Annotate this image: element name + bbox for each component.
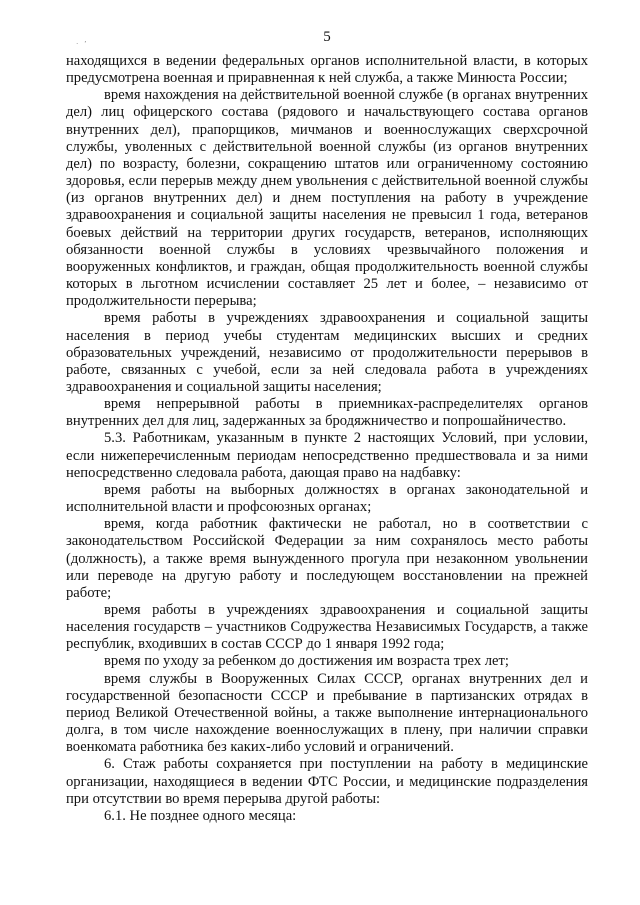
paragraph: время работы в учреждениях здравоохранения и социальной защиты населения в период учебы студентам медицинских высших и средних образовательных учреждений, независимо от продолжительности перерывов в работе, связанных с учебой, если за ней следовала работа в учреждениях здравоохранения и социальной защиты населения; bbox=[66, 310, 588, 395]
paragraph: время, когда работник фактически не работал, но в соответствии с законодательством Российской Федерации за ним сохранялось место работы (должность), а также время вынужденного прогула при незаконном увольнении или переводе на другую работу и последующем восстановлении на прежней работе; bbox=[66, 516, 588, 601]
paragraph: время по уходу за ребенком до достижения им возраста трех лет; bbox=[104, 653, 509, 670]
scan-mark: · ’ bbox=[76, 40, 89, 48]
paragraph: время работы в учреждениях здравоохранения и социальной защиты населения государств – участников Содружества Независимых Государств, а также республик, входивших в состав СССР до 1 января 1992 года; bbox=[66, 602, 588, 653]
paragraph: время нахождения на действительной военной службе (в органах внутренних дел) лиц офицерского состава (рядового и начальствующего состава органов внутренних дел), прапорщиков, мичманов и военнослужащих сверхсрочной службы, уволенных с действительной военной службы (из органов внутренних дел) по возрасту, болезни, сокращению штатов или ограниченному состоянию здоровья, если перерыв между днем увольнения с действительной военной службы (из органов внутренних дел) и днем поступления на работу в учреждение здравоохранения и социальной защиты населения не превысил 1 года, ветеранов боевых действий на территории других государств, ветеранов, исполняющих обязанности военной службы в условиях чрезвычайного положения и вооруженных конфликтов, и граждан, общая продолжительность военной службы которых в льготном исчислении составляет 25 лет и более, – независимо от продолжительности перерыва; bbox=[66, 87, 588, 310]
paragraph: 5.3. Работникам, указанным в пункте 2 настоящих Условий, при условии, если нижеперечисленным периодам непосредственно предшествовала и за ними непосредственно следовала работа, дающая право на надбавку: bbox=[66, 430, 588, 481]
paragraph: время службы в Вооруженных Силах СССР, органах внутренних дел и государственной безопасности СССР и пребывание в партизанских отрядах в период Великой Отечественной войны, а также выполнение интернационального долга, в том числе нахождение военнослужащих в плену, при наличии справки военкомата работника без каких-либо условий и ограничений. bbox=[66, 670, 588, 756]
document-body bbox=[66, 53, 588, 825]
paragraph: время работы на выборных должностях в органах законодательной и исполнительной власти и профсоюзных органах; bbox=[66, 481, 588, 516]
paragraph: 6.1. Не позднее одного месяца: bbox=[104, 807, 297, 824]
paragraph: 6. Стаж работы сохраняется при поступлении на работу в медицинские организации, находящиеся в ведении ФТС России, и медицинские подразделения при отсутствии во время перерыва другой работы: bbox=[66, 756, 588, 807]
paragraph: находящихся в ведении федеральных органов исполнительной власти, в которых предусмотрена военная и приравненная к ней служба, а также Минюста России; bbox=[66, 53, 588, 87]
paragraph: время непрерывной работы в приемниках-распределителях органов внутренних дел для лиц, задержанных за бродяжничество и попрошайничество. bbox=[66, 396, 588, 430]
page-number: 5 bbox=[323, 29, 331, 45]
